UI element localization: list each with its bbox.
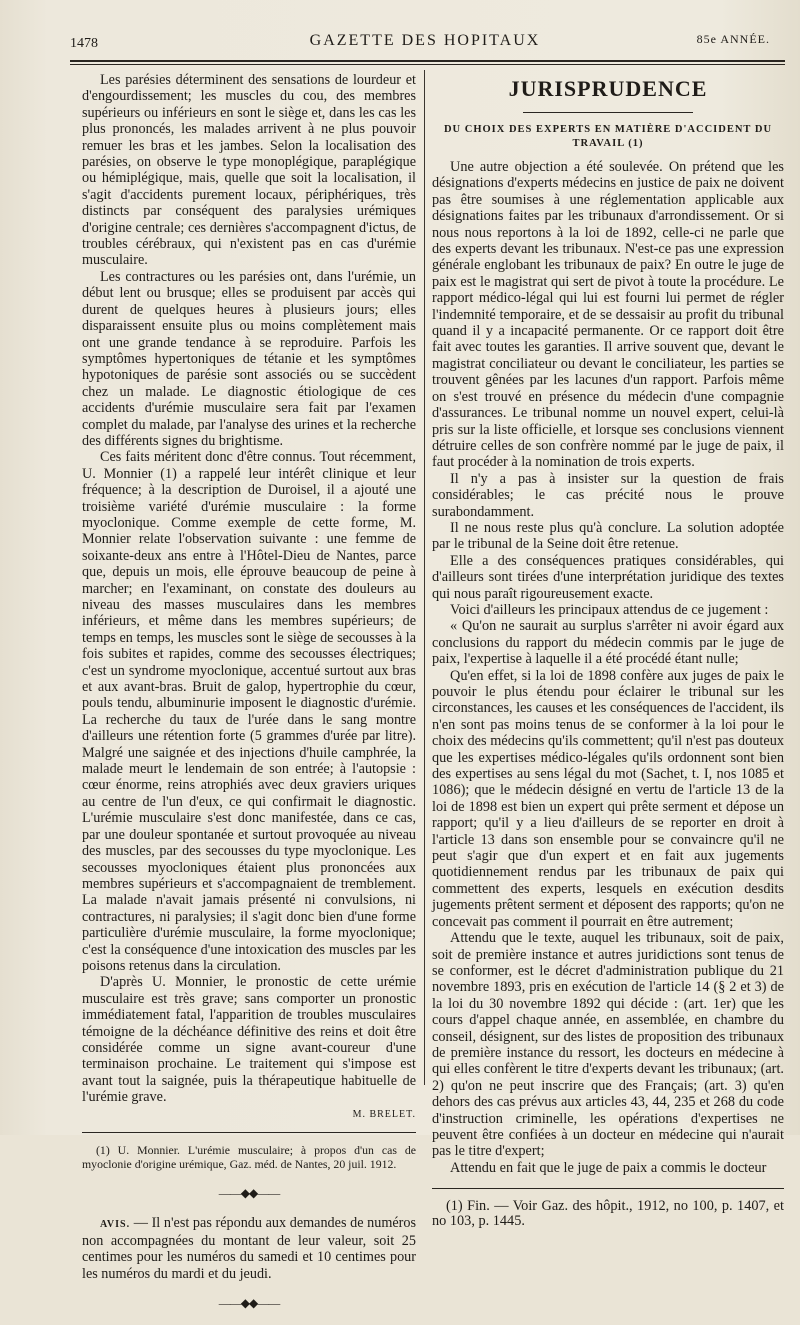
page-header xyxy=(70,28,780,54)
paragraph: Qu'en effet, si la loi de 1898 confère aux juges de paix le pouvoir le plus étendu pour éclairer le tribunal sur les circonstances, les causes et les conséquences de l'accident, ils n'en sont pas moins tenus de se conformer à la loi pour le choix des médecins qu'ils commettent; qu'il n'est pas douteux que les expertises médico-légales qu'ils ordonnent sont bien des expertises au sens légal du mot (Sachet, t. I, nos 1085 et 1086); que le médecin désigné en vertu de l'article 13 de la loi de 1898 est bien un expert qui prête serment et dépose un rapport; qu'il y a lieu d'ailleurs de se reporter en droit à l'article 13 dans son ensemble pour se convaincre qu'il ne peut s'agir que d'un expert et en fait aux jugements quotidiennement rendus par les tribunaux de paix qui commettent des experts, lesquels en exécution desdits jugements prêtent serment et déposent des rapports; qu'on ne concevait pas comment il pourrait en être autrement; xyxy=(432,667,784,930)
header-rule xyxy=(70,60,785,62)
left-column xyxy=(82,72,416,1325)
page-number: 1478 xyxy=(70,36,98,51)
paragraph: Une autre objection a été soulevée. On prétend que les désignations d'experts médecins en justice de paix ne doivent pas être soumises à une réglementation applicable aux désignations faites par les tribunaux d'arrondissement. Or si nous nous reportons à la loi de 1892, celle-ci ne parle que des experts devant les tribunaux. N'est-ce pas une expression générale englobant les tribunaux de paix? En outre le juge de paix est le magistrat qui sert de pivot à toute la procédure. Le rapport médico-légal qui lui est fourni lui permet de régler l'indemnité temporaire, et de se dessaisir au profit du tribunal quand il y a incapacité permanente. Or ce rapport doit être fait avec toutes les garanties. Il arrive souvent que, devant le magistrat conciliateur ou devant le conciliateur, les parties se trouvent gênées par les lacunes d'un rapport. Parfois même on s'est trouvé en présence du médecin d'une compagnie d'assurances. Le tribunal nomme un nouvel expert, celui-là pris sur la liste officielle, et lorsque ses conclusions viennent détruire celles de son confrère nommé par le juge de paix, il faut procéder à la nomination de trois experts. xyxy=(432,159,784,471)
journal-title: GAZETTE DES HOPITAUX xyxy=(309,32,541,49)
paragraph: Il ne nous reste plus qu'à conclure. La solution adoptée par le tribunal de la Seine doit être retenue. xyxy=(432,519,784,553)
right-column xyxy=(432,72,784,1228)
header-rule-thin xyxy=(70,64,785,65)
paragraph: D'après U. Monnier, le pronostic de cette urémie musculaire est très grave; sans comporter un pronostic immédiatement fatal, l'apparition de troubles musculaires témoigne de la déchéance définitive des reins et doit être considérée comme un signe avant-coureur d'une terminaison prochaine. Le traitement qui s'impose est avant tout la saignée, puis la thérapeutique habituelle de l'urémie grave. xyxy=(82,974,416,1106)
notice-paragraph xyxy=(82,1215,416,1283)
notice-text: — Il n'est pas répondu aux demandes de numéros non accompagnées du montant de leur valeur, soit 25 centimes pour les numéros du samedi et 10 centimes pour les numéros du mardi et du jeudi. xyxy=(82,1214,416,1282)
ornament-divider: ——◆◆—— xyxy=(218,1185,280,1200)
paragraph: Les parésies déterminent des sensations de lourdeur et d'engourdissement; les muscles du cou, des membres supérieurs ou inférieurs en sont le siège et, dans les cas les plus prononcés, les malades arrivent à ne plus pouvoir remuer les bras et les jambes. Selon la localisation des parésies, on observe le type monoplégique, paraplégique ou hémiplégique, mais, quelle que soit la localisation, il s'agit d'accidents purement locaux, périphériques, très distincts par conséquent des paralysies urémiques d'origine centrale; ces dernières s'accompagnent d'ictus, de troubles cérébraux, qui n'existent pas en cas d'urémie musculaire. xyxy=(82,72,416,269)
paragraph: Il n'y a pas à insister sur la question de frais considérables; le cas précité nous le prouve surabondamment. xyxy=(432,470,784,520)
journal-year: 85e ANNÉE. xyxy=(696,32,770,46)
title-rule xyxy=(523,112,693,113)
ornament-divider: ——◆◆—— xyxy=(218,1296,280,1311)
section-title: JURISPRUDENCE xyxy=(508,76,708,101)
footnote: (1) Fin. — Voir Gaz. des hôpit., 1912, no 100, p. 1407, et no 103, p. 1445. xyxy=(432,1198,784,1229)
paragraph: Attendu en fait que le juge de paix a commis le docteur xyxy=(450,1159,767,1176)
column-divider xyxy=(424,70,425,1085)
notice-lead: AVIS. xyxy=(100,1218,131,1230)
paragraph: Voici d'ailleurs les principaux attendus de ce jugement : xyxy=(450,601,769,618)
author-signature: M. BRELET. xyxy=(352,1108,416,1120)
paragraph: Ces faits méritent donc d'être connus. Tout récemment, U. Monnier (1) a rappelé leur intérêt clinique et leur fréquence; à la description de Duroisel, il a ajouté une troisième variété d'urémie musculaire : la forme myoclonique. Comme exemple de cette forme, M. Monnier relate l'observation suivante : une femme de soixante-deux ans entre à l'Hôtel-Dieu de Nantes, parce que, depuis un mois, elle éprouve beaucoup de peine à marcher; en l'examinant, on constate des douleurs au niveau des masses musculaires dans les membres inférieurs, et même dans les membres supérieurs; de temps en temps, les muscles sont le siège de secousses à la fois subites et rapides, comme des secousses électriques; c'est un syndrome myoclonique, accentué surtout aux bras et aux avant-bras. Bruit de galop, hypertrophie du cœur, pouls tendu, albuminurie imposent le diagnostic d'urémie. La recherche du taux de l'urée dans le sang montre d'ailleurs une rétention forte (5 grammes d'urée par litre). Malgré une saignée et des injections d'huile camphrée, la malade meurt le lendemain de son entrée; à l'autopsie : cœur énorme, reins atrophiés avec deux graviers uriques au centre de l'un d'eux, ce qui confirmait le diagnostic. L'urémie musculaire s'est donc manifestée, dans ce cas, par une douleur spontanée et surtout provoquée au niveau des muscles, par des secousses du type myoclonique. Les secousses myocloniques étaient plus prononcées aux membres supérieurs et s'accompagnaient de tremblement. La malade n'avait jamais présenté ni convulsions, ni contractures, ni paralysies; il s'agit donc bien d'une forme particulière d'urémie musculaire, la forme myoclonique; c'est la conséquence d'une intoxication des muscles par les poisons retenus dans la circulation. xyxy=(82,449,416,974)
paragraph: Les contractures ou les parésies ont, dans l'urémie, un début lent ou brusque; elles se produisent par accès qui durent de quelques heures à plusieurs jours; elles disparaissent ensuite plus ou moins complètement mais ont une grande tendance à se reproduire. Parfois les symptômes hypertoniques de tétanie et les symptômes hypotoniques de parésie sont associés ou se succèdent chez un malade. Le diagnostic étiologique de ces accidents d'urémie musculaire sera fait par l'examen complet du malade, par l'analyse des urines et la recherche des différents signes du brightisme. xyxy=(82,268,416,449)
article-subtitle: DU CHOIX DES EXPERTS EN MATIÈRE D'ACCIDENT DU TRAVAIL (1) xyxy=(443,124,773,149)
footnote: (1) U. Monnier. L'urémie musculaire; à propos d'un cas de myoclonie d'origine urémique, Gaz. méd. de Nantes, 20 juil. 1912. xyxy=(82,1142,416,1172)
footnote-rule xyxy=(82,1132,416,1133)
footnote-rule xyxy=(432,1188,784,1189)
paragraph: Attendu que le texte, auquel les tribunaux, soit de paix, soit de première instance et autres juridictions sont tenus de se conformer, est le décret d'administration publique du 21 novembre 1893, pris en exécution de l'article 14 (§ 2 et 3) de la loi du 30 novembre 1892 qui décide : (art. 1er) que les cours d'appel chaque année, en assemblée, en chambre du conseil, désignent, sur des listes de proposition des tribunaux de première instance du ressort, les docteurs en médecine à qui elles confèrent le titre d'experts devant les tribunaux; (art. 2) qu'on ne peut inscrire que des Français; (art. 3) qu'en dehors des cas prévus aux articles 43, 44, 235 et 268 du code d'instruction criminelle, les opérations d'expertises ne peuvent être confiées à un docteur en médecine qui n'aurait pas le titre d'expert; xyxy=(432,930,784,1160)
paragraph: « Qu'on ne saurait au surplus s'arrêter ni avoir égard aux conclusions du rapport du médecin commis par le juge de paix, l'expertise à laquelle il a été procédé étant nulle; xyxy=(432,618,784,668)
paragraph: Elle a des conséquences pratiques considérables, qui d'ailleurs sont tirées d'une interprétation juridique des textes qui nous paraît rigoureusement exacte. xyxy=(432,552,784,602)
